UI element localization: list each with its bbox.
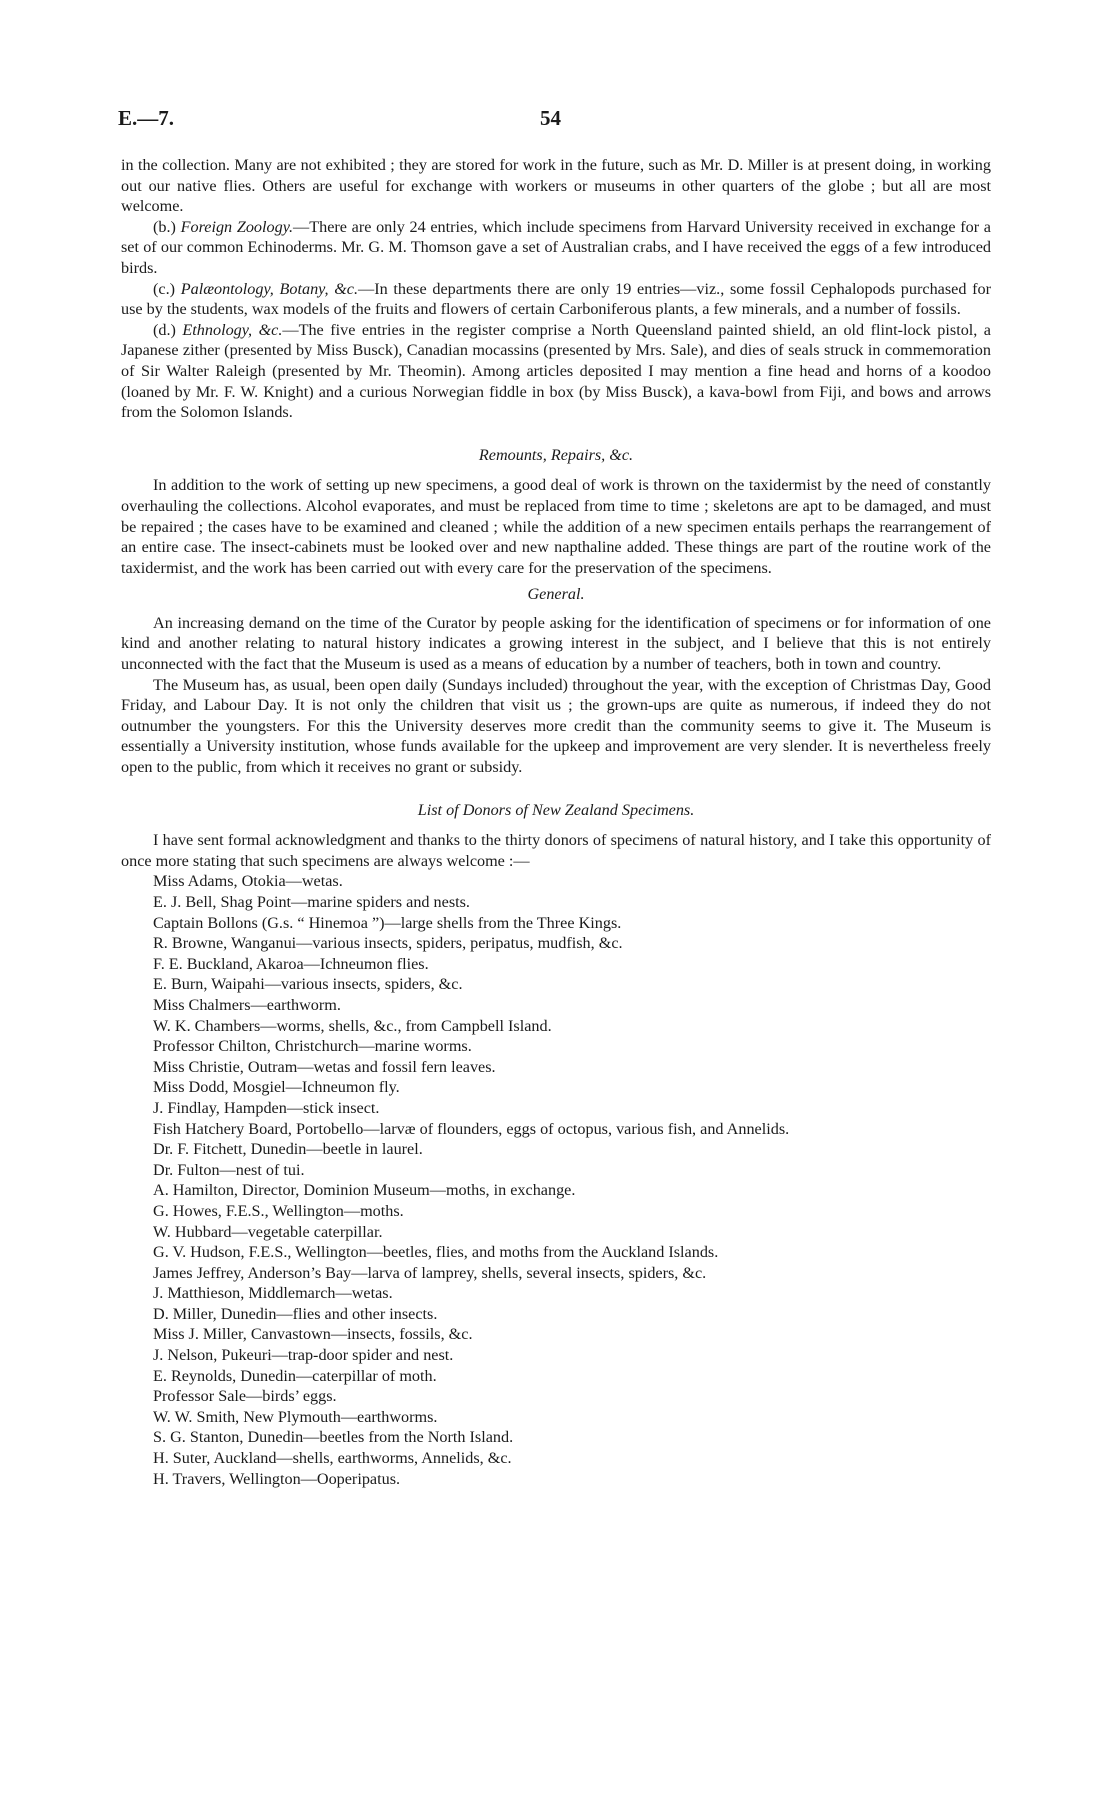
donor-list-item: J. Matthieson, Middlemarch—wetas. <box>153 1284 393 1303</box>
general-paragraph-1: An increasing demand on the time of the Curator by people asking for the identification of specimens or for information of one kind and another relating to natural history indicates a growing interest in the subject, and I believe that this is not entirely unconnected with the fact that the Museum is used as a means of education by a number of teachers, both in town and country. <box>121 613 991 674</box>
ethnology-paragraph <box>121 320 991 423</box>
donor-list-item: S. G. Stanton, Dunedin—beetles from the North Island. <box>153 1428 514 1447</box>
document-reference: E.—7. <box>118 106 175 130</box>
donor-list <box>121 871 991 1489</box>
donor-list-item: Professor Chilton, Christchurch—marine worms. <box>153 1037 472 1056</box>
ethnology-text: —The five entries in the register comprise a North Queensland painted shield, an old flint-lock pistol, a Japanese zither (presented by Miss Busck), Canadian mocassins (presented by Mrs. Sale), and dies of seals struck in commemoration of Sir Walter Raleigh (presented by Mr. Theomin). Among articles deposited I may mention a fine head and horns of a koodoo (loaned by Mr. F. W. Knight) and a curious Norwegian fiddle in box (by Miss Busck), a kava-bowl from Fiji, and bows and arrows from the Solomon Islands. <box>121 320 991 422</box>
page-body <box>121 155 991 1489</box>
donor-list-item: J. Findlay, Hampden—stick insect. <box>153 1098 380 1117</box>
donor-list-item: Miss Dodd, Mosgiel—Ichneumon fly. <box>153 1078 400 1097</box>
donor-list-item: Captain Bollons (G.s. “ Hinemoa ”)—large shells from the Three Kings. <box>153 913 622 932</box>
donor-list-item: H. Suter, Auckland—shells, earthworms, Annelids, &c. <box>153 1449 512 1468</box>
donor-list-item: Dr. F. Fitchett, Dunedin—beetle in laurel. <box>153 1140 423 1159</box>
foreign-zoology-paragraph <box>121 217 991 279</box>
page-number: 54 <box>540 106 561 130</box>
foreign-zoology-label: (b.) <box>153 217 176 236</box>
ethnology-title: Ethnology, &c. <box>182 320 283 339</box>
donor-list-item: E. Burn, Waipahi—various insects, spiders, &c. <box>153 975 463 994</box>
donor-list-item: G. Howes, F.E.S., Wellington—moths. <box>153 1201 404 1220</box>
donor-list-item: J. Nelson, Pukeuri—trap-door spider and nest. <box>153 1346 454 1365</box>
palaeontology-text: —In these departments there are only 19 entries—viz., some fossil Cephalopods purchased for use by the students, wax models of the fruits and flowers of certain Carboniferous plants, a few minerals, and a number of fossils. <box>121 279 992 319</box>
donor-list-item: Miss Chalmers—earthworm. <box>153 995 341 1014</box>
donors-intro: I have sent formal acknowledgment and thanks to the thirty donors of specimens of natural history, and I take this opportunity of once more stating that such specimens are always welcome :— <box>121 831 991 870</box>
donor-list-item: James Jeffrey, Anderson’s Bay—larva of lamprey, shells, several insects, spiders, &c. <box>153 1263 707 1282</box>
remounts-heading: Remounts, Repairs, &c. <box>478 445 634 464</box>
ethnology-label: (d.) <box>153 320 176 339</box>
donor-list-item: Miss J. Miller, Canvastown—insects, fossils, &c. <box>153 1325 473 1344</box>
donor-list-item: W. W. Smith, New Plymouth—earthworms. <box>153 1407 438 1426</box>
donor-list-item: Dr. Fulton—nest of tui. <box>153 1160 305 1179</box>
donor-list-item: E. Reynolds, Dunedin—caterpillar of moth. <box>153 1366 437 1385</box>
remounts-paragraph: In addition to the work of setting up new specimens, a good deal of work is thrown on the taxidermist by the need of constantly overhauling the collections. Alcohol evaporates, and must be replaced from time to time ; skeletons are apt to be damaged, and must be repaired ; the cases have to be examined and cleaned ; while the addition of a new specimen entails perhaps the rearrangement of an entire case. The insect-cabinets must be looked over and new napthaline added. These things are part of the routine work of the taxidermist, and the work has been carried out with every care for the preservation of the specimens. <box>121 476 991 577</box>
donor-list-item: G. V. Hudson, F.E.S., Wellington—beetles, flies, and moths from the Auckland Islands. <box>153 1243 719 1262</box>
donor-list-item: W. Hubbard—vegetable caterpillar. <box>153 1222 383 1241</box>
general-paragraph-2: The Museum has, as usual, been open daily (Sundays included) throughout the year, with the exception of Christmas Day, Good Friday, and Labour Day. It is not only the children that visit us ; the grown-ups are quite as numerous, if indeed they do not outnumber the youngsters. For this the University deserves more credit than the community seems to give it. The Museum is essentially a University institution, whose funds available for the upkeep and improvement are very slender. It is nevertheless freely open to the public, from which it receives no grant or subsidy. <box>121 675 991 777</box>
palaeontology-label: (c.) <box>153 279 176 298</box>
palaeontology-title: Palæontology, Botany, &c. <box>180 279 359 298</box>
donor-list-item: Miss Adams, Otokia—wetas. <box>153 872 343 891</box>
donor-list-item: H. Travers, Wellington—Ooperipatus. <box>153 1469 401 1488</box>
general-heading: General. <box>527 585 585 604</box>
foreign-zoology-text: —There are only 24 entries, which include specimens from Harvard University received in exchange for a set of our common Echinoderms. Mr. G. M. Thomson gave a set of Australian crabs, and I have received the eggs of a few introduced birds. <box>121 217 991 277</box>
donor-list-item: E. J. Bell, Shag Point—marine spiders and nests. <box>153 893 470 911</box>
donor-list-item: Professor Sale—birds’ eggs. <box>153 1387 337 1406</box>
donor-list-item: A. Hamilton, Director, Dominion Museum—moths, in exchange. <box>153 1181 576 1200</box>
donors-heading: List of Donors of New Zealand Specimens. <box>417 800 695 819</box>
donor-list-item: Fish Hatchery Board, Portobello—larvæ of flounders, eggs of octopus, various fish, and Annelids. <box>153 1119 790 1138</box>
donor-list-item: W. K. Chambers—worms, shells, &c., from Campbell Island. <box>153 1016 552 1035</box>
donor-list-item: Miss Christie, Outram—wetas and fossil fern leaves. <box>153 1057 496 1076</box>
foreign-zoology-title: Foreign Zoology. <box>180 217 294 236</box>
donor-list-item: D. Miller, Dunedin—flies and other insects. <box>153 1304 438 1323</box>
intro-paragraph: in the collection. Many are not exhibited ; they are stored for work in the future, such as Mr. D. Miller is at present doing, in working out our native flies. Others are useful for exchange with workers or museums in other quarters of the globe ; but all are most welcome. <box>121 156 991 216</box>
donor-list-item: F. E. Buckland, Akaroa—Ichneumon flies. <box>153 954 429 973</box>
palaeontology-paragraph <box>121 279 991 320</box>
donor-list-item: R. Browne, Wanganui—various insects, spiders, peripatus, mudfish, &c. <box>153 934 623 953</box>
